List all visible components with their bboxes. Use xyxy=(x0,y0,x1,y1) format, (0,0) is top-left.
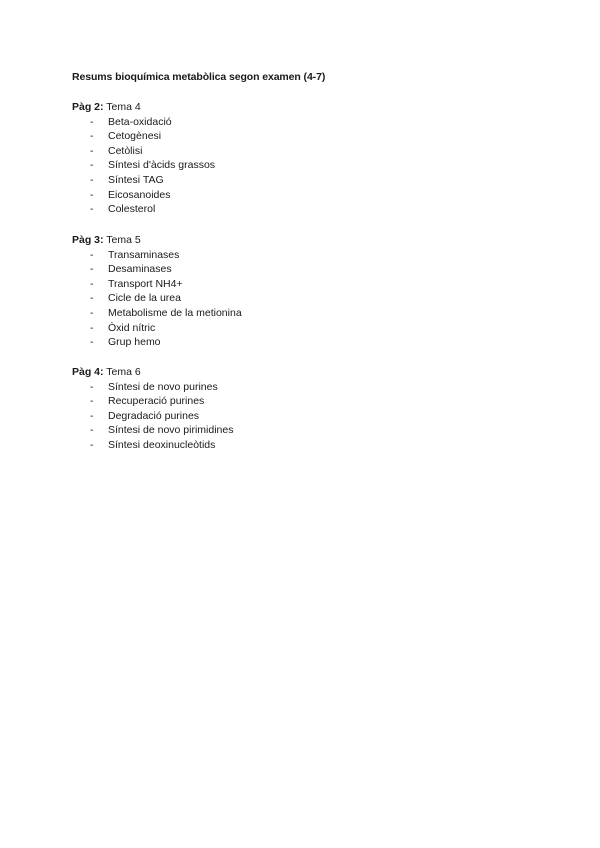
section-tema-6 xyxy=(72,365,532,453)
bullet-dash: - xyxy=(90,159,94,172)
list-item-text: Cicle de la urea xyxy=(108,292,181,305)
section-tema-4 xyxy=(72,100,532,217)
list-item-text: Cetòlisi xyxy=(108,144,143,157)
document-title: Resums bioquímica metabòlica segon examen (4-7) xyxy=(72,71,326,83)
list-item-text: Eicosanoides xyxy=(108,188,171,201)
bullet-dash: - xyxy=(90,173,94,186)
list-item-text: Desaminases xyxy=(108,263,172,276)
list-item xyxy=(72,291,532,306)
list-item-text: Grup hemo xyxy=(108,336,161,349)
list-item-text: Degradació purines xyxy=(108,409,200,422)
page-reference: Pàg 2: xyxy=(72,101,104,113)
list-item xyxy=(72,158,532,173)
section-heading xyxy=(72,100,532,115)
list-item xyxy=(72,335,532,350)
list-item xyxy=(72,409,532,424)
list-item xyxy=(72,144,532,159)
list-item-text: Transport NH4+ xyxy=(108,277,183,290)
list-item xyxy=(72,262,532,277)
list-item xyxy=(72,394,532,409)
section-heading xyxy=(72,365,532,380)
bullet-dash: - xyxy=(90,336,94,349)
bullet-dash: - xyxy=(90,144,94,157)
bullet-dash: - xyxy=(90,306,94,319)
list-item xyxy=(72,321,532,336)
list-item-text: Transaminases xyxy=(108,248,180,261)
list-item-text: Recuperació purines xyxy=(108,395,205,408)
list-item-text: Síntesi deoxinucleòtids xyxy=(108,438,216,451)
bullet-dash: - xyxy=(90,438,94,451)
page-reference: Pàg 3: xyxy=(72,234,104,246)
list-item-text: Síntesi d'àcids grassos xyxy=(108,159,216,172)
topic-label: Tema 5 xyxy=(106,234,141,246)
bullet-dash: - xyxy=(90,424,94,437)
topic-label: Tema 4 xyxy=(106,101,141,113)
list-item-text: Síntesi de novo purines xyxy=(108,380,218,393)
list-item xyxy=(72,248,532,263)
bullet-dash: - xyxy=(90,409,94,422)
section-heading xyxy=(72,233,532,248)
list-item xyxy=(72,115,532,130)
topic-label: Tema 6 xyxy=(106,366,141,378)
page-reference: Pàg 4: xyxy=(72,366,104,378)
list-item-text: Colesterol xyxy=(108,203,156,216)
section-tema-5 xyxy=(72,233,532,350)
list-item-text: Cetogènesi xyxy=(108,130,162,143)
bullet-dash: - xyxy=(90,188,94,201)
bullet-dash: - xyxy=(90,395,94,408)
bullet-dash: - xyxy=(90,263,94,276)
bullet-dash: - xyxy=(90,292,94,305)
topic-list xyxy=(72,115,532,217)
list-item-text: Òxid nítric xyxy=(108,321,156,334)
topic-list xyxy=(72,248,532,350)
list-item xyxy=(72,188,532,203)
list-item xyxy=(72,380,532,395)
list-item-text: Beta-oxidació xyxy=(108,115,172,128)
bullet-dash: - xyxy=(90,130,94,143)
list-item-text: Metabolisme de la metionina xyxy=(108,306,242,319)
list-item xyxy=(72,173,532,188)
list-item xyxy=(72,129,532,144)
bullet-dash: - xyxy=(90,277,94,290)
list-item-text: Síntesi de novo pirimidines xyxy=(108,424,234,437)
list-item xyxy=(72,438,532,453)
bullet-dash: - xyxy=(90,321,94,334)
bullet-dash: - xyxy=(90,248,94,261)
bullet-dash: - xyxy=(90,380,94,393)
list-item xyxy=(72,306,532,321)
list-item xyxy=(72,423,532,438)
list-item xyxy=(72,277,532,292)
list-item-text: Síntesi TAG xyxy=(108,173,164,186)
topic-list xyxy=(72,380,532,453)
bullet-dash: - xyxy=(90,203,94,216)
bullet-dash: - xyxy=(90,115,94,128)
list-item xyxy=(72,202,532,217)
